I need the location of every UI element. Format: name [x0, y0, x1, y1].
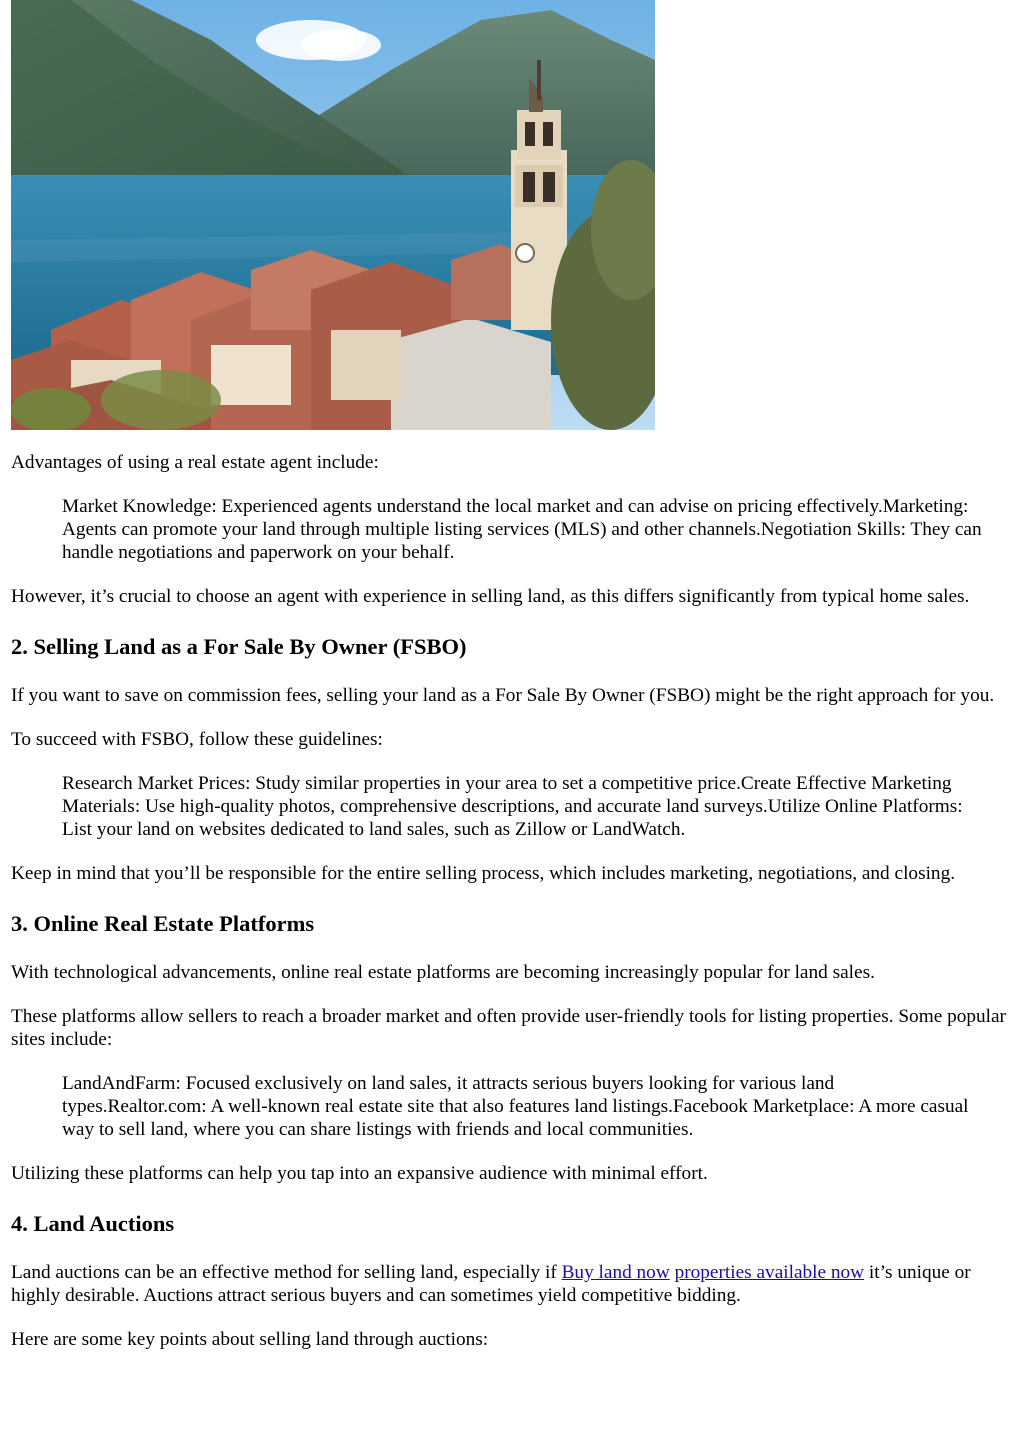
- online-closing-paragraph: Utilizing these platforms can help you tap into an expansive audience with minimal effort.: [11, 1163, 708, 1184]
- fsbo-guidelines-lead: To succeed with FSBO, follow these guidelines:: [11, 729, 383, 750]
- fsbo-paragraph: If you want to save on commission fees, selling your land as a For Sale By Owner (FSBO) might be the right approach for you.: [11, 685, 995, 706]
- online-sites-lead: These platforms allow sellers to reach a broader market and often provide user-friendly tools for listing properties. Some popular sites include:: [11, 1006, 1006, 1050]
- land-auctions-heading: 4. Land Auctions: [11, 1211, 175, 1236]
- auctions-key-points-lead: Here are some key points about selling land through auctions:: [11, 1329, 489, 1350]
- fsbo-guidelines-list: Research Market Prices: Study similar properties in your area to set a competitive price.Create Effective Marketing Materials: Use high-quality photos, comprehensive descriptions, and accurate land surveys.Utilize Online Platforms: List your land on websites dedicated to land sales, such as Zillow or LandWatch.: [62, 773, 963, 840]
- advantages-list: Market Knowledge: Experienced agents understand the local market and can advise on pricing effectively.Marketing: Agents can promote your land through multiple listing services (MLS) and other channels.Negotiation Skills: They can handle negotiations and paperwork on your behalf.: [62, 496, 982, 563]
- article: [11, 0, 1011, 1351]
- buy-land-now-link[interactable]: Buy land now: [561, 1262, 670, 1283]
- lake-village-photo: [11, 0, 655, 430]
- auctions-paragraph: [11, 1261, 1011, 1307]
- auctions-text-after: it’s unique or highly desirable. Auctions attract serious buyers and can sometimes yield competitive bidding.: [11, 1262, 971, 1306]
- online-platforms-heading: 3. Online Real Estate Platforms: [11, 911, 315, 936]
- however-paragraph: However, it’s crucial to choose an agent with experience in selling land, as this differs significantly from typical home sales.: [11, 586, 970, 607]
- fsbo-closing-paragraph: Keep in mind that you’ll be responsible for the entire selling process, which includes marketing, negotiations, and closing.: [11, 863, 956, 884]
- auctions-text-before: Land auctions can be an effective method for selling land, especially if: [11, 1262, 562, 1283]
- online-sites-list: LandAndFarm: Focused exclusively on land sales, it attracts serious buyers looking for various land types.Realtor.com: A well-known real estate site that also features land listings.Facebook Marketplace: A more casual way to sell land, where you can share listings with friends and local communities.: [62, 1073, 969, 1140]
- fsbo-heading: 2. Selling Land as a For Sale By Owner (FSBO): [11, 634, 467, 659]
- properties-available-now-link[interactable]: properties available now: [674, 1262, 865, 1283]
- advantages-lead: Advantages of using a real estate agent include:: [11, 452, 379, 473]
- online-intro-paragraph: With technological advancements, online real estate platforms are becoming increasingly popular for land sales.: [11, 962, 875, 983]
